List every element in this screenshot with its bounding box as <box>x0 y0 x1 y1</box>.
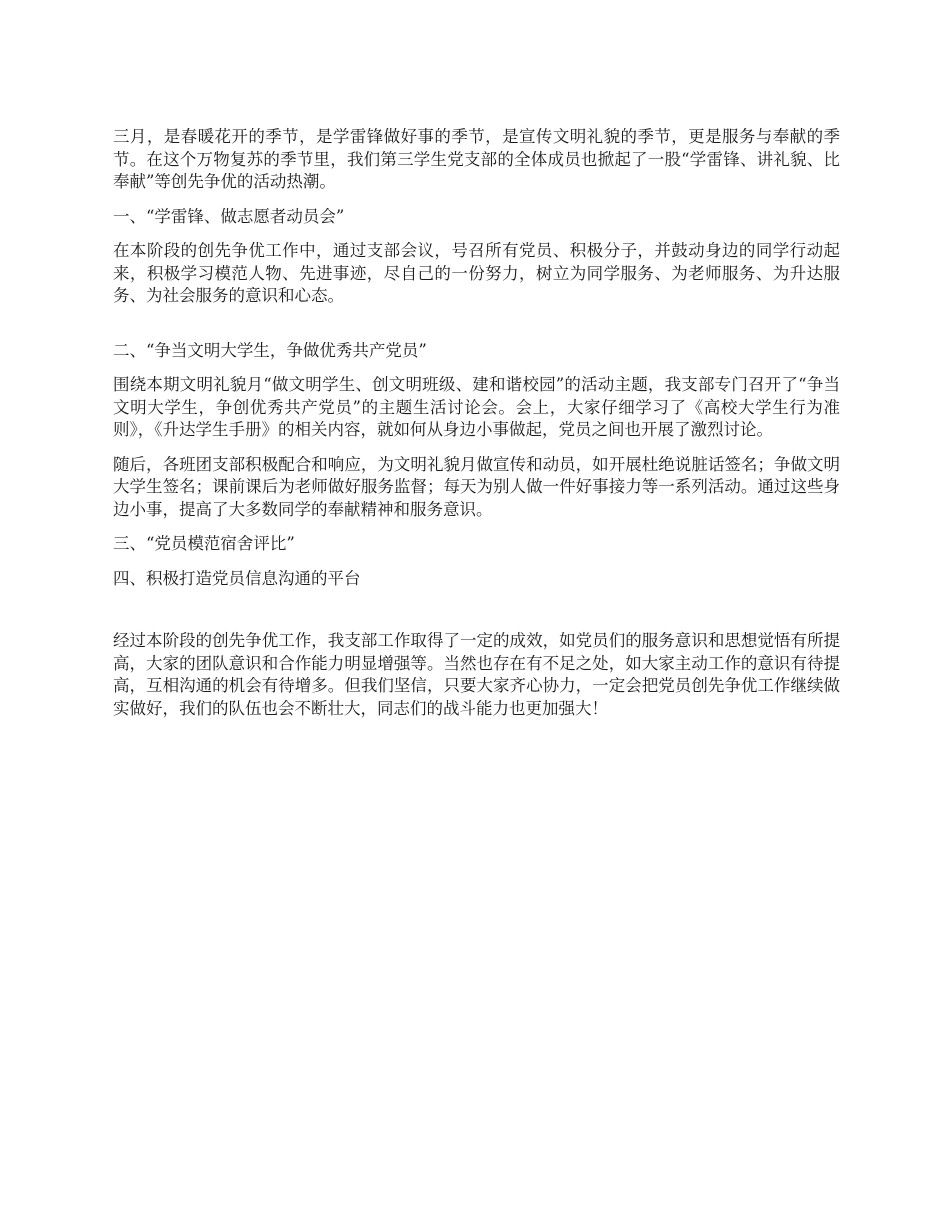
section-2-paragraph-2: 随后，各班团支部积极配合和响应，为文明礼貌月做宣传和动员，如开展杜绝说脏话签名；争做文明大学生签名；课前课后为老师做好服务监督；每天为别人做一件好事接力等一系列活动。通过这些身边小事，提高了大多数同学的奉献精神和服务意识。 <box>113 454 840 519</box>
section-2-paragraph-1: 围绕本期文明礼貌月“做文明学生、创文明班级、建和谐校园”的活动主题，我支部专门召开了“争当文明大学生，争创优秀共产党员”的主题生活讨论会。会上，大家仔细学习了《高校大学生行为准则》，《升达学生手册》的相关内容，就如何从身边小事做起，党员之间也开展了激烈讨论。 <box>113 375 840 439</box>
section-3-heading: 三、“党员模范宿舍评比” <box>113 534 295 553</box>
section-2-heading: 二、“争当文明大学生，争做优秀共产党员” <box>113 340 427 360</box>
section-1-heading: 一、“学雷锋、做志愿者动员会” <box>113 206 345 226</box>
section-4-heading: 四、积极打造党员信息沟通的平台 <box>113 568 361 588</box>
conclusion-paragraph: 经过本阶段的创先争优工作，我支部工作取得了一定的成效，如党员们的服务意识和思想觉悟有所提高，大家的团队意识和合作能力明显增强等。当然也存在有不足之处，如大家主动工作的意识有待提高，互相沟通的机会有待增多。但我们坚信，只要大家齐心协力，一定会把党员创先争优工作继续做实做好，我们的队伍也会不断壮大，同志们的战斗能力也更加强大！ <box>113 631 840 718</box>
section-1-paragraph: 在本阶段的创先争优工作中，通过支部会议，号召所有党员、积极分子，并鼓动身边的同学行动起来，积极学习模范人物、先进事迹，尽自己的一份努力，树立为同学服务、为老师服务、为升达服务、为社会服务的意识和心态。 <box>113 241 840 305</box>
intro-paragraph: 三月，是春暖花开的季节，是学雷锋做好事的季节，是宣传文明礼貌的季节，更是服务与奉献的季节。在这个万物复苏的季节里，我们第三学生党支部的全体成员也掀起了一股“学雷锋、讲礼貌、比奉献”等创先争优的活动热潮。 <box>113 127 840 191</box>
document-page <box>113 126 840 732</box>
